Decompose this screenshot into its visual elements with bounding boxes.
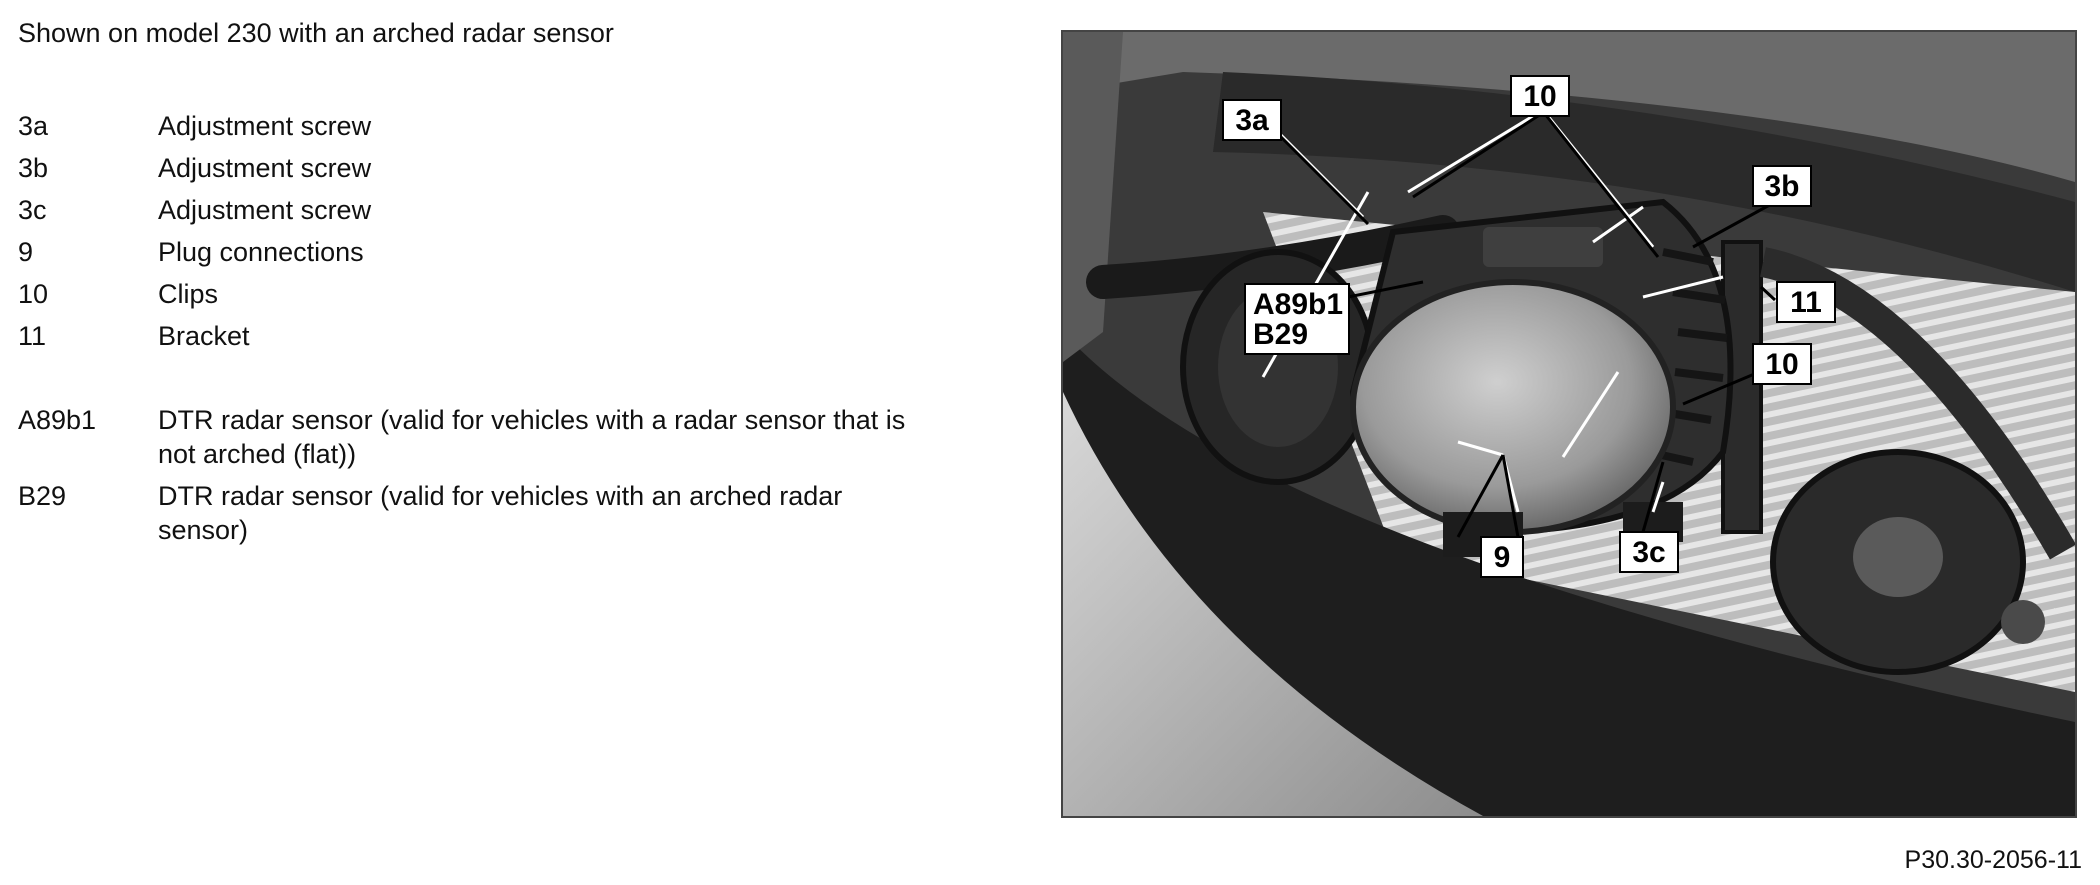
svg-text:10: 10 (1765, 348, 1799, 381)
legend-desc: Adjustment screw (158, 111, 372, 141)
bolt (2001, 600, 2045, 644)
callout-10-top (1511, 76, 1569, 116)
svg-text:9: 9 (1493, 541, 1511, 574)
legend-desc: Adjustment screw (158, 195, 372, 225)
legend-desc: Bracket (158, 321, 250, 351)
legend-code: 3c (18, 195, 47, 225)
svg-text:3c: 3c (1632, 536, 1666, 569)
legend-code: 9 (18, 237, 34, 267)
callout-10-right (1753, 344, 1811, 384)
legend-desc: Clips (158, 279, 219, 309)
legend-code: 10 (18, 279, 49, 309)
legend-desc: DTR radar sensor (valid for vehicles with a radar sensor that is not arched (flat)) (158, 405, 906, 469)
legend-item (18, 105, 968, 147)
callout-a89b1-b29 (1245, 284, 1349, 354)
svg-text:B29: B29 (1253, 318, 1309, 351)
callout-3a (1223, 100, 1281, 140)
legend-code: B29 (18, 481, 67, 511)
legend-item (18, 475, 968, 551)
callout-3b (1753, 166, 1811, 206)
svg-text:3a: 3a (1235, 104, 1269, 137)
legend-item (18, 189, 968, 231)
callout-9 (1481, 537, 1523, 577)
photo-illustration (1063, 32, 2075, 816)
svg-text:10: 10 (1523, 80, 1557, 113)
sensor-label-plate (1483, 227, 1603, 267)
legend-list (18, 105, 968, 551)
legend-desc: DTR radar sensor (valid for vehicles with an arched radar sensor) (158, 481, 843, 545)
callout-3c (1620, 532, 1678, 572)
right-component-center (1853, 517, 1943, 597)
legend-code: A89b1 (18, 405, 97, 435)
svg-text:A89b1: A89b1 (1253, 288, 1344, 321)
legend-code: 3b (18, 153, 49, 183)
legend-code: 11 (18, 321, 47, 351)
page-title: Shown on model 230 with an arched radar sensor (18, 18, 614, 48)
legend-item (18, 399, 968, 475)
legend-code: 3a (18, 111, 49, 141)
svg-text:3b: 3b (1764, 170, 1800, 203)
legend-desc: Plug connections (158, 237, 364, 267)
legend-desc: Adjustment screw (158, 153, 372, 183)
legend-item (18, 273, 968, 315)
legend-item (18, 231, 968, 273)
radar-sensor-photo (1061, 30, 2077, 818)
svg-text:11: 11 (1790, 286, 1822, 319)
legend-item (18, 147, 968, 189)
figure-reference-id: P30.30-2056-11 (1904, 846, 2082, 874)
legend-item (18, 315, 968, 357)
callout-11 (1777, 282, 1835, 322)
